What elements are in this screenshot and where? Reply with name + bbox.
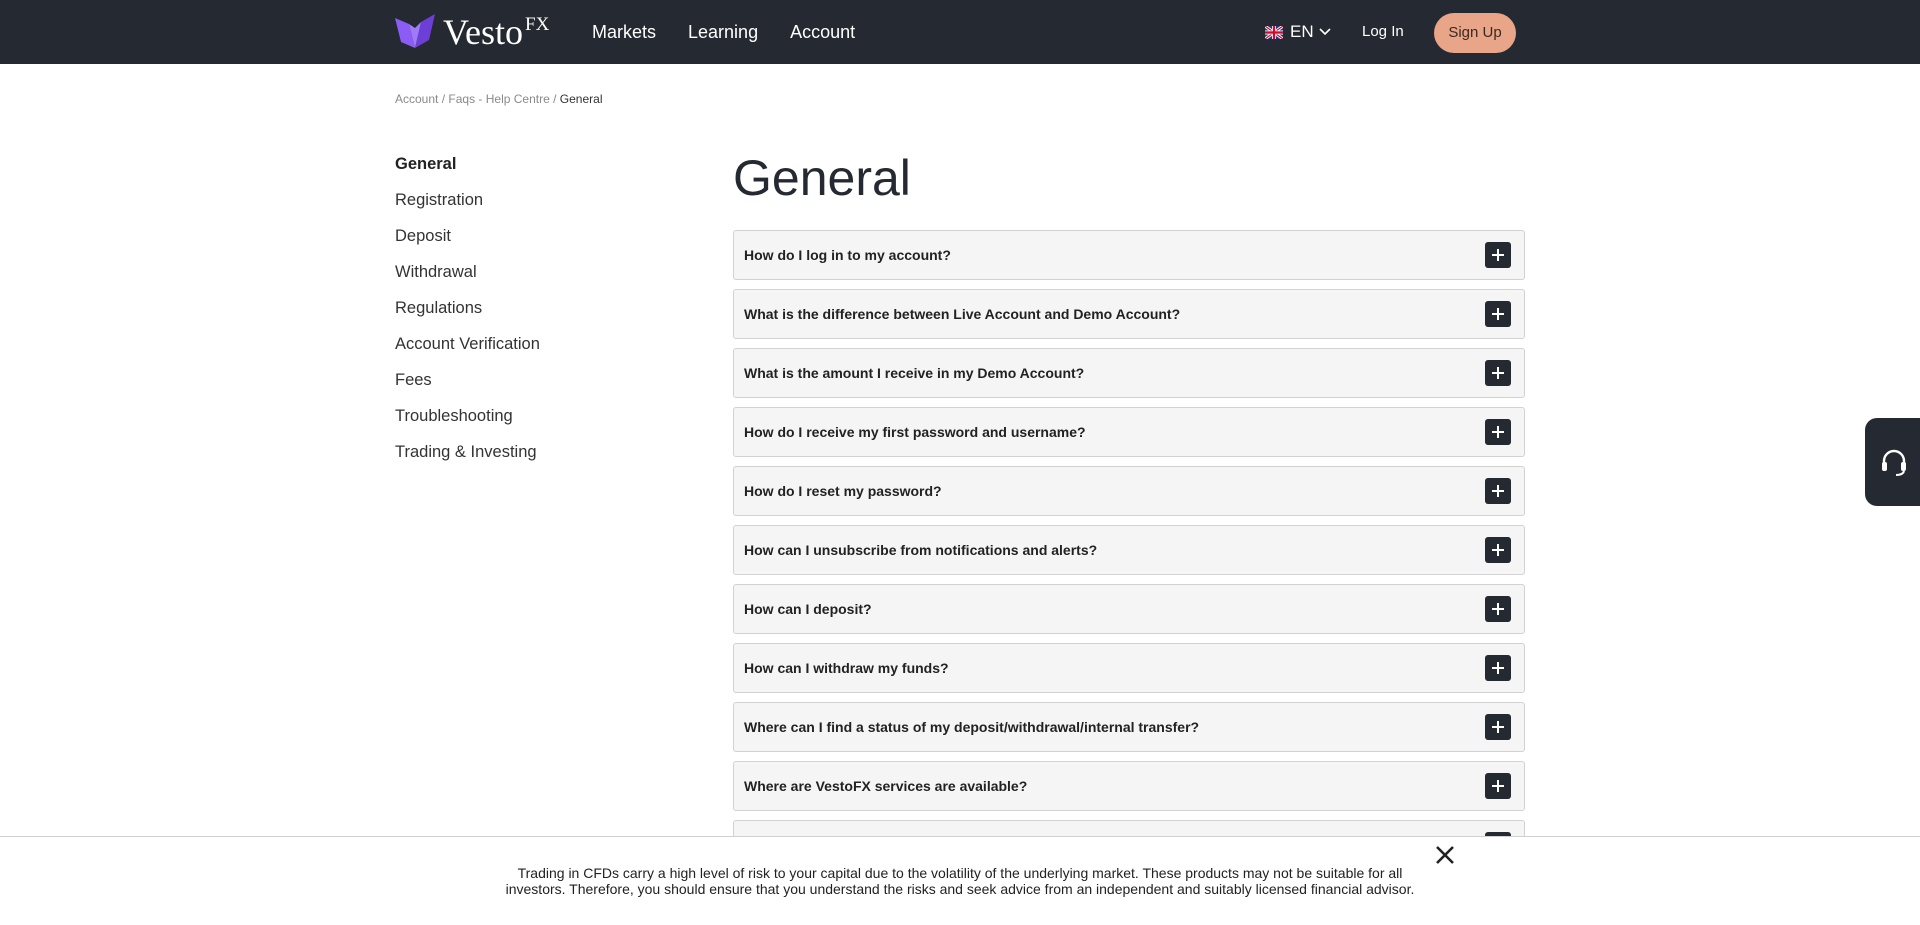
breadcrumb	[395, 92, 603, 106]
breadcrumb-current: General	[559, 92, 603, 106]
faq-item[interactable]	[733, 466, 1525, 516]
faq-item[interactable]	[733, 643, 1525, 693]
faq-question: How can I deposit?	[744, 601, 872, 617]
top-navigation-bar	[0, 0, 1920, 64]
close-icon[interactable]	[1433, 843, 1457, 867]
plus-icon[interactable]	[1485, 301, 1511, 327]
sidebar-item-general[interactable]: General	[395, 155, 457, 173]
faq-question: How do I receive my first password and username?	[744, 424, 1086, 440]
chevron-down-icon	[1319, 28, 1331, 36]
page-title: General	[733, 150, 911, 206]
logo-text: Vesto	[443, 12, 523, 52]
faq-item[interactable]	[733, 761, 1525, 811]
nav-account[interactable]: Account	[790, 21, 856, 42]
faq-question: What is the difference between Live Account and Demo Account?	[744, 306, 1181, 322]
faq-category-sidebar	[395, 150, 655, 474]
risk-warning-banner	[0, 836, 1920, 925]
uk-flag-icon	[1265, 26, 1283, 39]
faq-question: How can I withdraw my funds?	[744, 660, 949, 676]
sidebar-item-fees[interactable]: Fees	[395, 371, 432, 389]
faq-item[interactable]	[733, 230, 1525, 280]
nav-learning[interactable]: Learning	[688, 21, 759, 42]
faq-accordion	[733, 230, 1525, 879]
sidebar-item-regulations[interactable]: Regulations	[395, 299, 483, 317]
breadcrumb-account[interactable]: Account	[395, 92, 439, 106]
sidebar-item-trading-investing[interactable]: Trading & Investing	[395, 443, 537, 461]
plus-icon[interactable]	[1485, 773, 1511, 799]
logo[interactable]	[395, 14, 549, 50]
signup-button[interactable]: Sign Up	[1434, 13, 1516, 53]
breadcrumb-separator: /	[441, 92, 446, 106]
faq-item[interactable]	[733, 702, 1525, 752]
faq-question: How do I reset my password?	[744, 483, 942, 499]
breadcrumb-faqs[interactable]: Faqs - Help Centre	[448, 92, 550, 106]
plus-icon[interactable]	[1485, 419, 1511, 445]
faq-question: Where can I find a status of my deposit/withdrawal/internal transfer?	[744, 719, 1200, 735]
plus-icon[interactable]	[1485, 714, 1511, 740]
logo-mark-icon	[395, 14, 435, 48]
support-chat-button[interactable]	[1865, 418, 1920, 506]
plus-icon[interactable]	[1485, 478, 1511, 504]
faq-item[interactable]	[733, 407, 1525, 457]
sidebar-item-deposit[interactable]: Deposit	[395, 227, 451, 245]
plus-icon[interactable]	[1485, 242, 1511, 268]
plus-icon[interactable]	[1485, 655, 1511, 681]
sidebar-item-withdrawal[interactable]: Withdrawal	[395, 263, 477, 281]
sidebar-item-troubleshooting[interactable]: Troubleshooting	[395, 407, 513, 425]
faq-item[interactable]	[733, 289, 1525, 339]
logo-superscript: FX	[525, 14, 550, 35]
plus-icon[interactable]	[1485, 360, 1511, 386]
faq-item[interactable]	[733, 584, 1525, 634]
risk-warning-text: Trading in CFDs carry a high level of risk to your capital due to the volatility of the underlying market. These products may not be suitable for all investors. Therefore, you should ensure that you understand the risks and seek advice from an independent and suitably licensed financial advisor.	[505, 865, 1415, 897]
sidebar-item-account-verification[interactable]: Account Verification	[395, 335, 540, 353]
language-label: EN	[1290, 22, 1314, 41]
faq-question: Where are VestoFX services are available?	[744, 778, 1028, 794]
faq-item[interactable]	[733, 525, 1525, 575]
headset-icon	[1879, 447, 1909, 477]
faq-question: What is the amount I receive in my Demo Account?	[744, 365, 1085, 381]
main-nav	[592, 0, 855, 64]
plus-icon[interactable]	[1485, 596, 1511, 622]
breadcrumb-separator: /	[553, 92, 557, 106]
login-link[interactable]: Log In	[1362, 23, 1404, 40]
faq-question: How can I unsubscribe from notifications and alerts?	[744, 542, 1098, 558]
language-selector[interactable]	[1265, 0, 1331, 64]
plus-icon[interactable]	[1485, 537, 1511, 563]
faq-item[interactable]	[733, 348, 1525, 398]
faq-question: How do I log in to my account?	[744, 247, 951, 263]
nav-markets[interactable]: Markets	[592, 21, 657, 42]
sidebar-item-registration[interactable]: Registration	[395, 191, 484, 209]
